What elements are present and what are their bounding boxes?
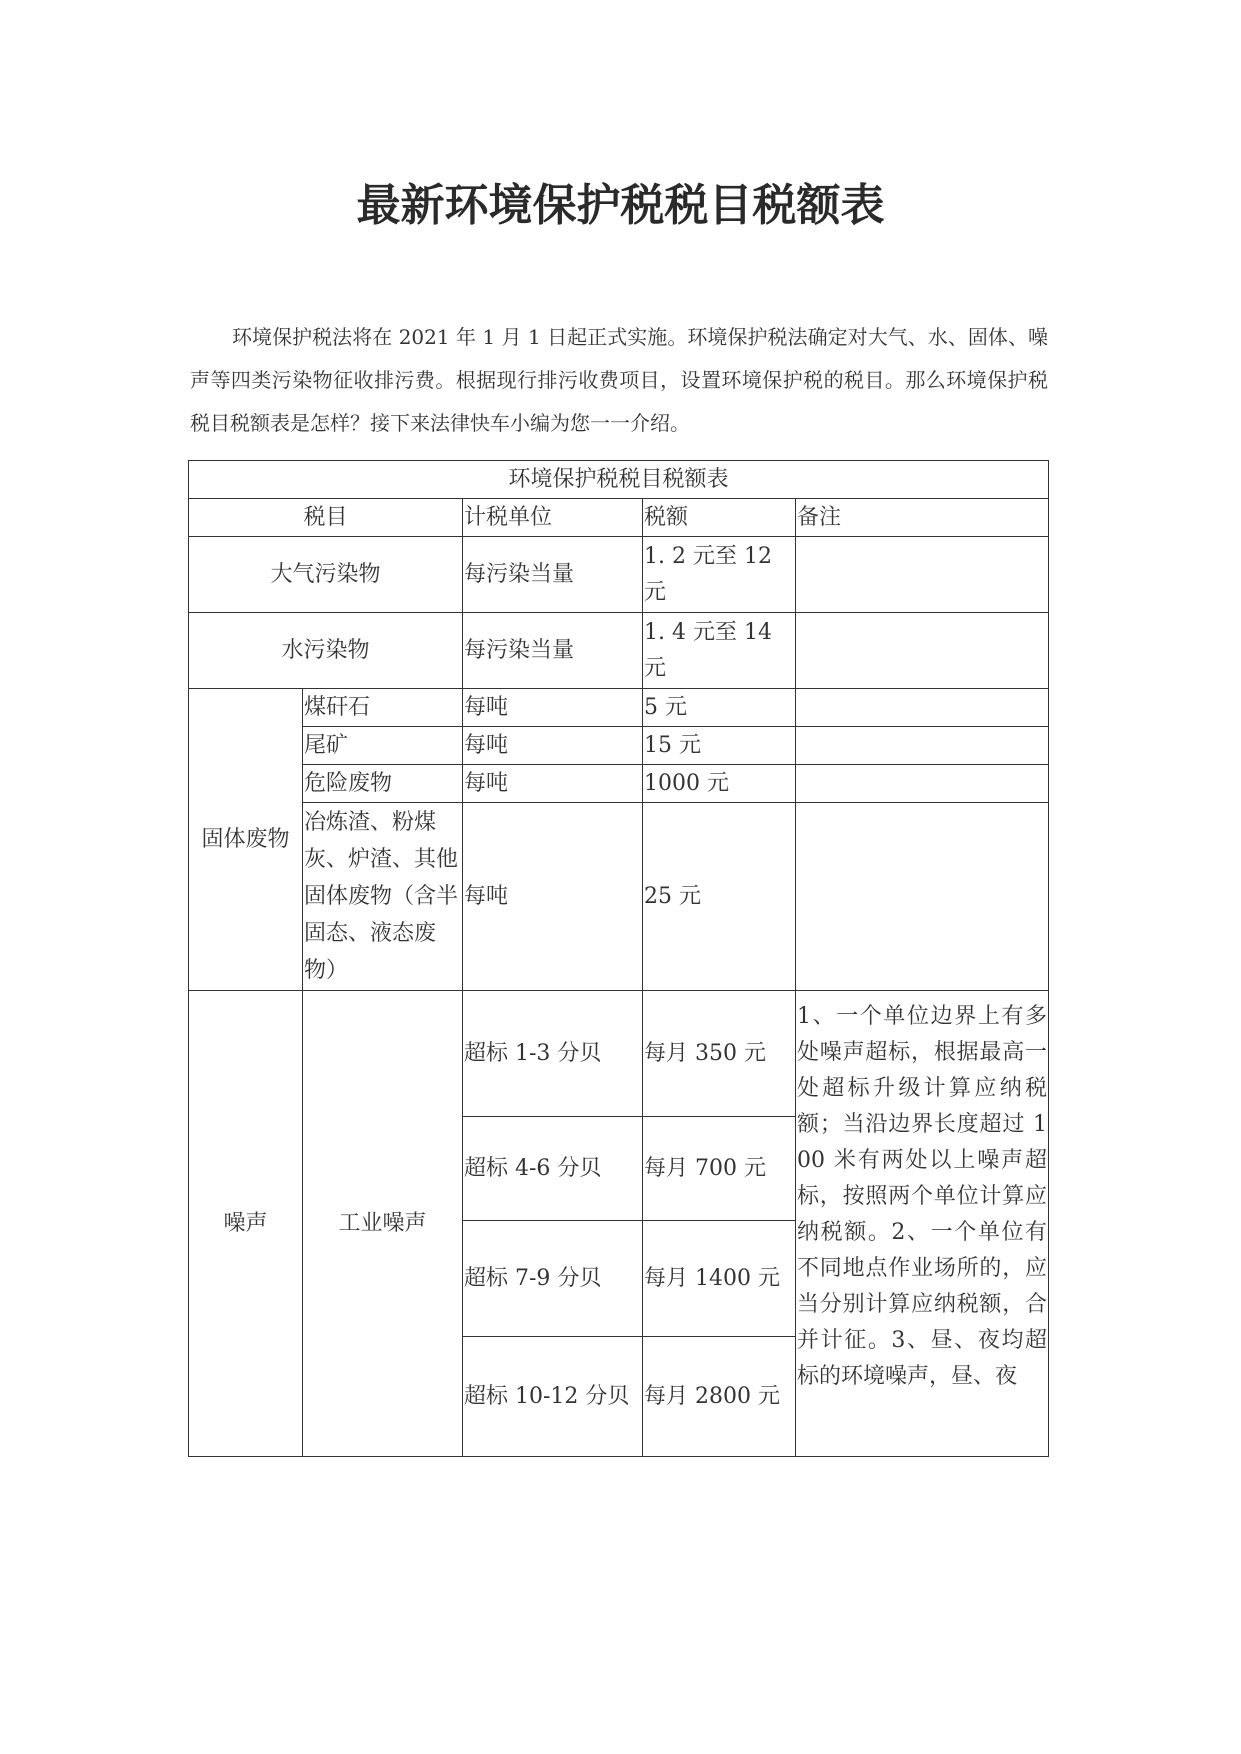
- noise-group: 噪声: [189, 991, 303, 1457]
- intro-paragraph: 环境保护税法将在 2021 年 1 月 1 日起正式实施。环境保护税法确定对大气、水、固体、噪声等四类污染物征收排污费。根据现行排污收费项目，设置环境保护税的税目。那么环境保护税税目税额表是怎样？接下来法律快车小编为您一一介绍。: [190, 325, 1048, 435]
- noise-amount: 每月 350 元: [643, 991, 796, 1117]
- solid-amount: 5 元: [643, 689, 796, 727]
- solid-note: [796, 803, 1049, 991]
- table-row: [189, 803, 1049, 991]
- solid-unit: 每吨: [463, 689, 643, 727]
- solid-note: [796, 727, 1049, 765]
- solid-note: [796, 765, 1049, 803]
- header-note: 备注: [796, 499, 1049, 537]
- noise-unit: 超标 7-9 分贝: [463, 1221, 643, 1337]
- air-note: [796, 537, 1049, 613]
- tax-table: [188, 460, 1049, 1457]
- solid-item: 煤矸石: [303, 689, 463, 727]
- solid-group: 固体废物: [189, 689, 303, 991]
- water-amount: 1. 4 元至 14 元: [643, 613, 796, 689]
- noise-amount: 每月 1400 元: [643, 1221, 796, 1337]
- solid-item: 冶炼渣、粉煤灰、炉渣、其他固体废物（含半固态、液态废物）: [303, 803, 463, 991]
- header-item: 税目: [189, 499, 463, 537]
- table-row: [189, 765, 1049, 803]
- water-item: 水污染物: [189, 613, 463, 689]
- table-caption: 环境保护税税目税额表: [189, 461, 1049, 499]
- solid-item: 尾矿: [303, 727, 463, 765]
- water-note: [796, 613, 1049, 689]
- table-row: [189, 727, 1049, 765]
- table-row: [189, 991, 1049, 1117]
- solid-amount: 15 元: [643, 727, 796, 765]
- air-unit: 每污染当量: [463, 537, 643, 613]
- solid-amount: 1000 元: [643, 765, 796, 803]
- table-row: [189, 689, 1049, 727]
- solid-unit: 每吨: [463, 765, 643, 803]
- noise-amount: 每月 2800 元: [643, 1337, 796, 1457]
- air-item: 大气污染物: [189, 537, 463, 613]
- air-amount: 1. 2 元至 12 元: [643, 537, 796, 613]
- noise-sub: 工业噪声: [303, 991, 463, 1457]
- solid-amount: 25 元: [643, 803, 796, 991]
- water-unit: 每污染当量: [463, 613, 643, 689]
- solid-unit: 每吨: [463, 727, 643, 765]
- header-unit: 计税单位: [463, 499, 643, 537]
- solid-item: 危险废物: [303, 765, 463, 803]
- table-row: [189, 613, 1049, 689]
- solid-note: [796, 689, 1049, 727]
- noise-unit: 超标 1-3 分贝: [463, 991, 643, 1117]
- noise-amount: 每月 700 元: [643, 1117, 796, 1221]
- table-row: [189, 537, 1049, 613]
- header-amount: 税额: [643, 499, 796, 537]
- noise-unit: 超标 10-12 分贝: [463, 1337, 643, 1457]
- solid-unit: 每吨: [463, 803, 643, 991]
- page-title: 最新环境保护税税目税额表: [356, 180, 885, 231]
- noise-note: 1、一个单位边界上有多处噪声超标，根据最高一处超标升级计算应纳税额；当沿边界长度超过 100 米有两处以上噪声超标，按照两个单位计算应纳税额。2、一个单位有不同地点作业场所的，应当分别计算应纳税额，合并计征。3、昼、夜均超标的环境噪声，昼、夜: [796, 991, 1049, 1457]
- noise-unit: 超标 4-6 分贝: [463, 1117, 643, 1221]
